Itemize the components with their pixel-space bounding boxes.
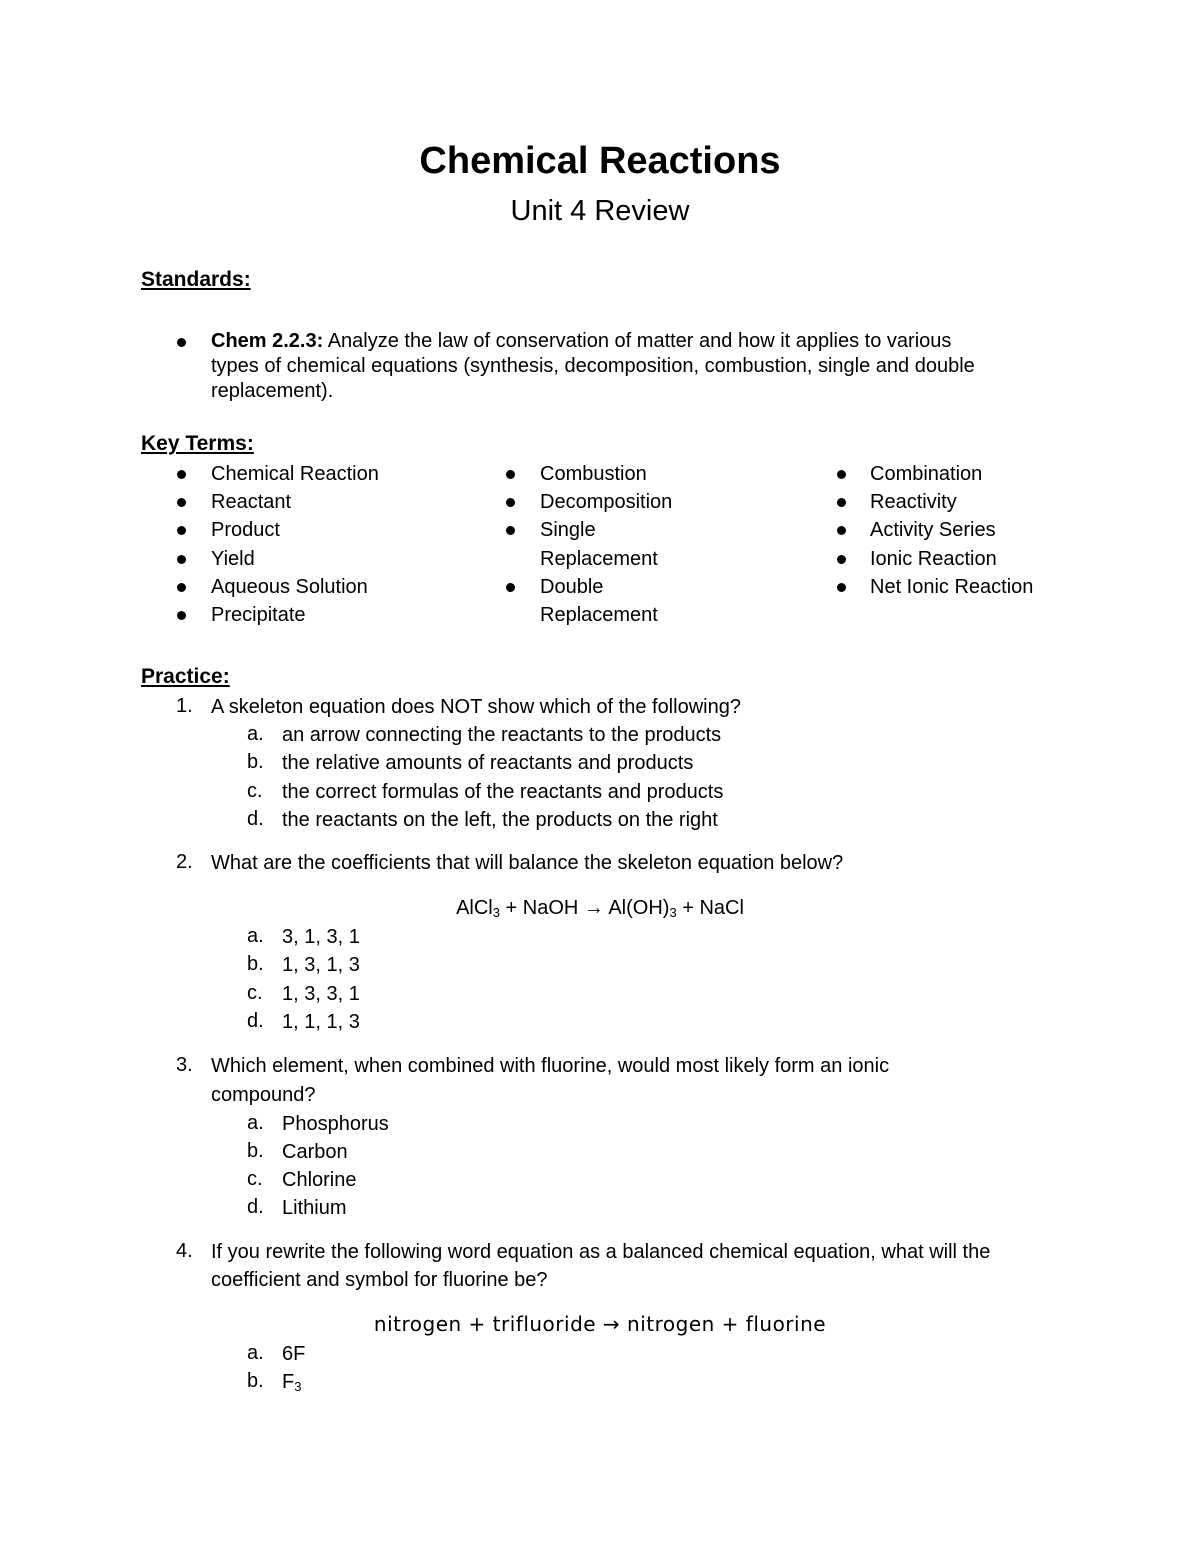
key-term-continued: Replacement [540,604,658,626]
equation-subscript: 3 [492,905,500,920]
bullet-icon [177,555,186,564]
key-term: Yield [211,548,255,570]
bullet-icon [177,338,186,347]
option-letter: a. [247,1342,264,1364]
question-number: 4. [176,1240,193,1262]
equation-part: AlCl [456,897,493,919]
option-letter: a. [247,723,264,745]
option-text: 1, 3, 1, 3 [282,954,360,976]
key-term: Double [540,576,604,598]
option-letter: a. [247,1112,264,1134]
equation-subscript: 3 [669,905,677,920]
bullet-icon [177,470,186,479]
option-letter: d. [247,1196,264,1218]
question-text: coefficient and symbol for fluorine be? [211,1269,548,1291]
bullet-icon [177,498,186,507]
option-letter: c. [247,780,263,802]
key-term: Combustion [540,463,647,485]
standards-heading: Standards: [141,268,251,291]
option-symbol: F [282,1371,295,1393]
option-text: Lithium [282,1197,347,1219]
key-term-continued: Replacement [540,548,658,570]
bullet-icon [506,470,515,479]
equation-part: + NaCl [676,897,744,919]
option-text: Phosphorus [282,1113,389,1135]
standard-line-2: types of chemical equations (synthesis, decomposition, combustion, single and double [211,355,975,377]
key-term: Aqueous Solution [211,576,368,598]
key-terms-heading: Key Terms: [141,432,254,455]
option-letter: b. [247,953,264,975]
option-text: an arrow connecting the reactants to the products [282,724,722,746]
option-text [282,1370,301,1394]
option-letter: d. [247,808,264,830]
key-term: Combination [870,463,983,485]
key-term: Precipitate [211,604,306,626]
question-text: If you rewrite the following word equation as a balanced chemical equation, what will the [211,1241,991,1263]
standard-text: Analyze the law of conservation of matter and how it applies to various [323,330,952,352]
key-term: Activity Series [870,519,996,541]
option-letter: d. [247,1010,264,1032]
option-letter: a. [247,925,264,947]
bullet-icon [837,526,846,535]
option-letter: c. [247,1168,263,1190]
bullet-icon [506,583,515,592]
option-text: the relative amounts of reactants and products [282,752,694,774]
question-text: compound? [211,1084,316,1106]
option-text: 1, 1, 1, 3 [282,1011,360,1033]
bullet-icon [837,555,846,564]
question-number: 2. [176,851,193,873]
key-term: Ionic Reaction [870,548,997,570]
option-letter: b. [247,751,264,773]
standard-code: Chem 2.2.3: [211,330,324,352]
key-term: Net Ionic Reaction [870,576,1034,598]
practice-heading: Practice: [141,665,230,688]
bullet-icon [837,470,846,479]
option-letter: c. [247,982,263,1004]
bullet-icon [177,526,186,535]
bullet-icon [837,583,846,592]
key-term: Product [211,519,280,541]
standard-line-1 [211,329,951,353]
option-subscript: 3 [294,1379,302,1394]
page-subtitle: Unit 4 Review [510,195,690,227]
key-term: Chemical Reaction [211,463,379,485]
option-letter: b. [247,1370,264,1392]
key-term: Reactant [211,491,292,513]
equation-part: + NaOH → Al(OH) [499,897,670,919]
option-text: the reactants on the left, the products on the right [282,809,718,831]
question-number: 1. [176,695,193,717]
key-term: Single [540,519,596,541]
option-text: 3, 1, 3, 1 [282,926,360,948]
option-letter: b. [247,1140,264,1162]
key-term: Reactivity [870,491,957,513]
bullet-icon [837,498,846,507]
option-text: Chlorine [282,1169,357,1191]
bullet-icon [177,583,186,592]
bullet-icon [506,498,515,507]
bullet-icon [177,611,186,620]
option-text: 1, 3, 3, 1 [282,983,360,1005]
word-equation: nitrogen + trifluoride → nitrogen + fluorine [373,1312,827,1336]
option-text: the correct formulas of the reactants and products [282,781,724,803]
page-title: Chemical Reactions [419,140,781,182]
question-text: A skeleton equation does NOT show which of the following? [211,696,741,718]
question-text: Which element, when combined with fluorine, would most likely form an ionic [211,1055,890,1077]
bullet-icon [506,526,515,535]
question-text: What are the coefficients that will balance the skeleton equation below? [211,852,844,874]
key-term: Decomposition [540,491,673,513]
question-number: 3. [176,1054,193,1076]
standard-line-3: replacement). [211,380,334,402]
chemical-equation [0,896,1200,920]
option-text: Carbon [282,1141,348,1163]
option-text: 6F [282,1343,306,1365]
